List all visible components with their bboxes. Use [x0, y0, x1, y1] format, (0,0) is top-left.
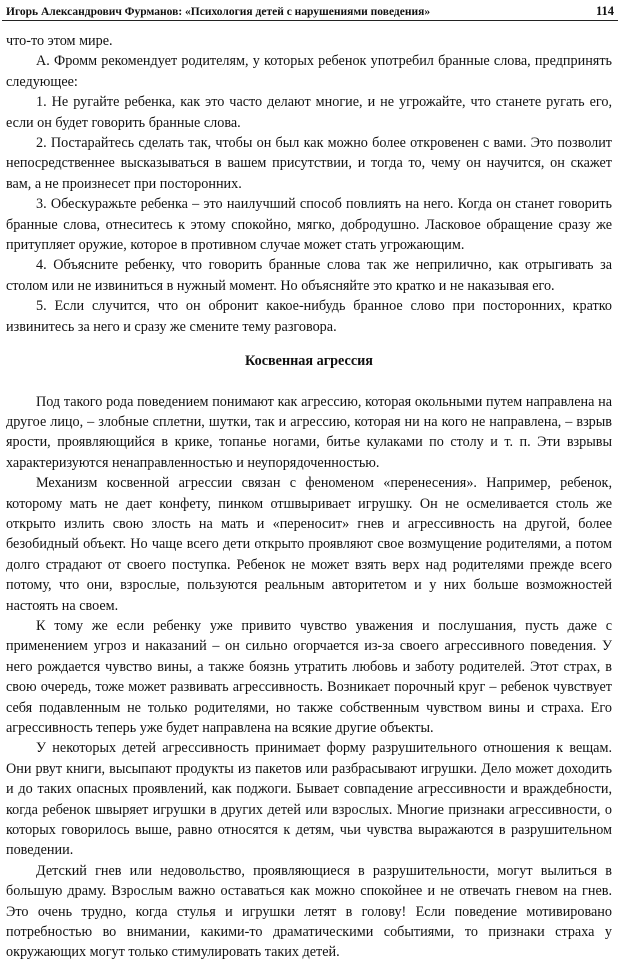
list-item-2: 2. Постарайтесь сделать так, чтобы он был как можно более откровенен с вами. Это позволит непосредственнее высказываться в вашем присутствии, и тогда то, чему он научится, он скажет вам, а не произнесет при посторонних. — [6, 135, 612, 192]
running-title: Игорь Александрович Фурманов: «Психология детей с нарушениями поведения» — [6, 6, 431, 18]
section-paragraph-3: К тому же если ребенку уже привито чувство уважения и послушания, пусть даже с применением угроз и наказаний – он сильно огорчается из-за своего агрессивного поведения. У него рождается чувство вины, а также боязнь утратить любовь и заботу родителей. Этот страх, в свою очередь, тоже может развивать агрессивность. Возникает порочный круг – ребенок чувствует себя подавленным не только родителями, но также собственным чувством вины и страха. Его агрессивность теперь уже будет направлена на всякие другие объекты. — [6, 617, 612, 736]
page-body — [6, 31, 612, 963]
header-divider — [2, 20, 618, 21]
paragraph-fromm-intro: А. Фромм рекомендует родителям, у которых ребенок употребил бранные слова, предпринять следующее: — [6, 53, 612, 90]
section-paragraph-5: Детский гнев или недовольство, проявляющиеся в разрушительности, могут вылиться в большую драму. Взрослым важно оставаться как можно спокойнее и не отвечать гневом на гнев. Это очень трудно, когда стулья и игрушки летят в голову! Если поведение мотивировано потребностью во внимании, какими-то драматическими событиями, то признаки страха у окружающих могут только стимулировать таких детей. — [6, 862, 612, 961]
list-item-1: 1. Не ругайте ребенка, как это часто делают многие, и не угрожайте, что станете ругать его, если он будет говорить бранные слова. — [6, 94, 612, 131]
list-item-5: 5. Если случится, что он обронит какое-нибудь бранное слово при посторонних, кратко извинитесь за него и сразу же смените тему разговора. — [6, 298, 612, 335]
section-heading: Косвенная агрессия — [245, 353, 373, 370]
page-number: 114 — [595, 4, 614, 18]
list-item-3: 3. Обескуражьте ребенка – это наилучший способ повлиять на него. Когда он станет говорить бранные слова, отнеситесь к этому спокойно, мягко, добродушно. Ласковое обращение сразу же притупляет оружие, которое в противном случае может стать угрожающим. — [6, 196, 612, 254]
section-paragraph-4: У некоторых детей агрессивность принимает форму разрушительного отношения к вещам. Они рвут книги, высыпают продукты из пакетов или разбрасывают игрушки. Дело может доходить и до таких опасных проявлений, как поджоги. Бывает совпадение агрессивности и враждебности, когда ребенок швыряет игрушки в других детей или взрослых. Многие признаки агрессивности, о которых говорилось выше, равно относятся к детям, чьи чувства выражаются в разрушительном поведении. — [6, 740, 612, 859]
section-paragraph-2: Механизм косвенной агрессии связан с феноменом «перенесения». Например, ребенок, которому мать не дает конфету, пинком отшвыривает игрушку. Он не осмеливается столь же открыто излить свою злость на мать и «переносит» гнев и агрессивность на другой, более безобидный объект. Но чаще всего дети открыто проявляют свое возмущение родителями, а потом долго страдают от своего поступка. Ребенок не может взять верх над родителями прежде всего потому, что они, взрослые, пользуются реальным авторитетом и у них больше возможностей настоять на своем. — [6, 475, 612, 614]
list-item-4: 4. Объясните ребенку, что говорить бранные слова так же неприлично, как отрыгивать за столом или не извиниться в нужный момент. Но объясняйте это кратко и не наказывая его. — [6, 257, 612, 294]
section-paragraph-1: Под такого рода поведением понимают как агрессию, которая окольными путем направлена на другое лицо, – злобные сплетни, шутки, так и агрессию, которая ни на кого не направлена, – взрыв ярости, проявляющийся в крике, топанье ногами, битье кулаками по столу и т. п. Эти взрывы характеризуются ненаправленностью и неупорядоченностью. — [6, 393, 612, 471]
running-header — [6, 4, 614, 20]
paragraph-continuation: что-то этом мире. — [6, 33, 113, 49]
